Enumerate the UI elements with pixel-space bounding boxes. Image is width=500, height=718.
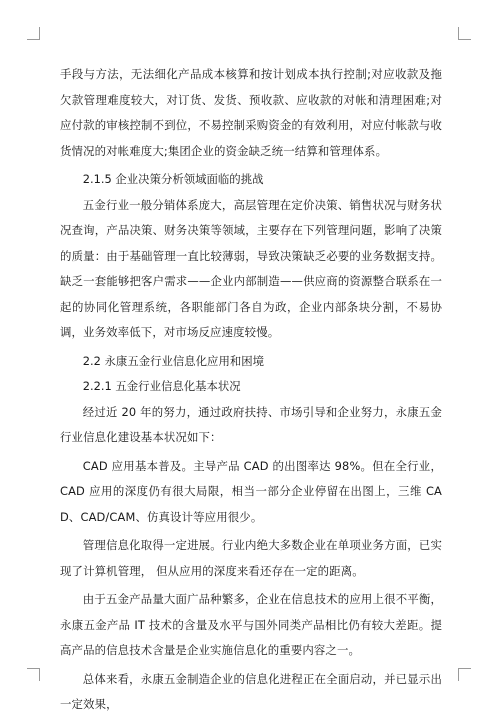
document-body (60, 62, 442, 718)
section-heading: 2.1.5 企业决策分析领域面临的挑战 (82, 172, 264, 186)
crop-mark-bottom-right (458, 668, 471, 681)
crop-mark-top-right (458, 27, 471, 40)
crop-mark-bottom-left (27, 668, 40, 681)
paragraph: 由于五金产品量大面广品种繁多，企业在信息技术的应用上很不平衡，永康五金产品 IT 技术的含量及水平与国外同类产品相比仍有较大差距。提高产品的信息技术含量是企业实施信息化的重要内容之一。 (60, 592, 442, 657)
paragraph: 总体来看，永康五金制造企业的信息化进程正在全面启动，并已显示出一定效果， (60, 671, 442, 711)
paragraph: 手段与方法，无法细化产品成本核算和按计划成本执行控制;对应收款及拖欠款管理难度较大，对订货、发货、预收款、应收款的对帐和清理困难;对应付款的审核控制不到位，不易控制采购资金的有效利用，对应付帐款与收货情况的对帐难度大;集团企业的资金缺乏统一结算和管理体系。 (60, 67, 442, 158)
paragraph: 管理信息化取得一定进展。行业内绝大多数企业在单项业务方面，已实现了计算机管理， 但从应用的深度来看还存在一定的距离。 (60, 538, 442, 578)
paragraph: CAD 应用基本普及。主导产品 CAD 的出图率达 98%。但在全行业，CAD 应用的深度仍有很大局限，相当一部分企业停留在出图上，三维 CAD、CAD/CAM、仿真设计等应用很少。 (60, 458, 442, 524)
paragraph: 五金行业一般分销体系庞大，高层管理在定价决策、销售状况与财务状况查询，产品决策、财务决策等领域，主要存在下列管理问题，影响了决策的质量：由于基础管理一直比较薄弱，导致决策缺乏必要的业务数据支持。缺乏一套能够把客户需求——企业内部制造——供应商的资源整合联系在一起的协同化管理系统，各职能部门各自为政，企业内部条块分割，不易协调，业务效率低下，对市场反应速度较慢。 (60, 197, 442, 339)
paragraph: 经过近 20 年的努力，通过政府扶持、市场引导和企业努力，永康五金行业信息化建设基本状况如下： (60, 404, 442, 444)
crop-mark-top-left (27, 27, 40, 40)
section-heading: 2.2 永康五金行业信息化应用和困境 (82, 353, 265, 368)
section-heading: 2.2.1 五金行业信息化基本状况 (82, 379, 241, 393)
